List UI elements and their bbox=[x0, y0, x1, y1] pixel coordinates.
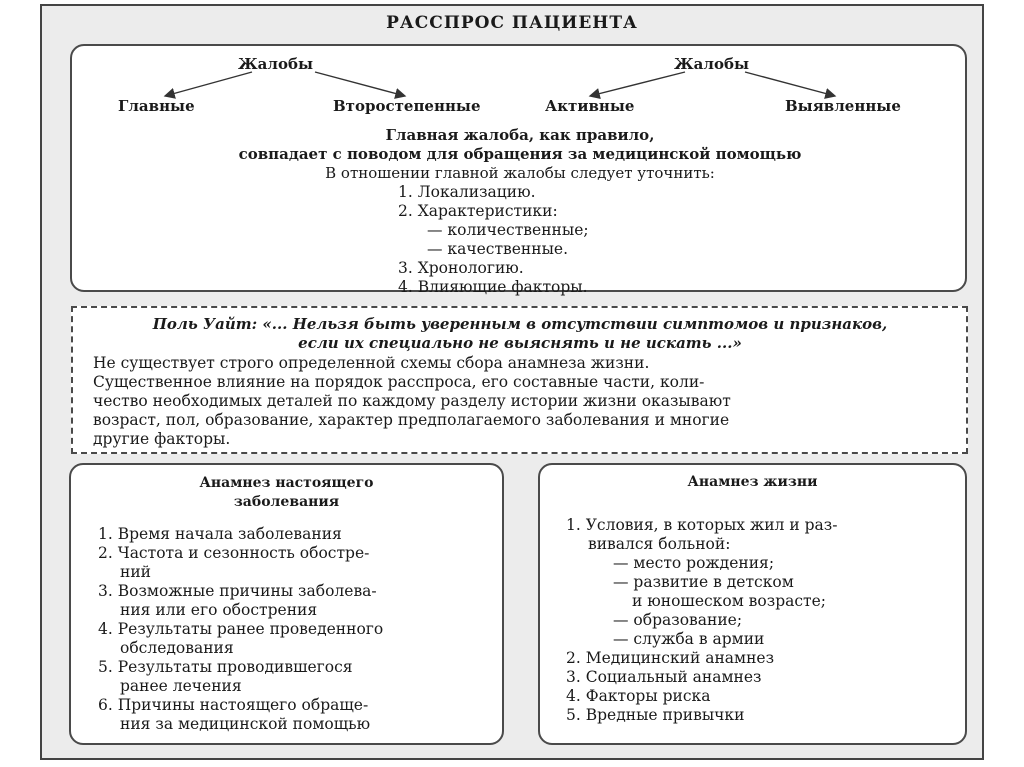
list-item: — развитие в детском bbox=[613, 573, 794, 591]
main-text-line: совпадает с поводом для обращения за медицинской помощью bbox=[238, 145, 802, 163]
complaints-right-root: Жалобы bbox=[674, 55, 750, 73]
list-item: 1. Время начала заболевания bbox=[98, 525, 342, 543]
quote-line: Поль Уайт: «... Нельзя быть уверенным в отсутствии симптомов и признаков, bbox=[152, 315, 888, 333]
present-illness-title bbox=[69, 474, 504, 512]
quote-body bbox=[93, 354, 731, 449]
list-item: — служба в армии bbox=[613, 630, 765, 648]
present-illness-title-line: заболевания bbox=[233, 494, 340, 510]
list-item: 6. Причины настоящего обраще- bbox=[98, 696, 369, 714]
arrow-main bbox=[165, 72, 252, 96]
list-item: 5. Результаты проводившегося bbox=[98, 658, 353, 676]
main-text-line: Главная жалоба, как правило, bbox=[385, 126, 655, 144]
list-item: и юношеском возрасте; bbox=[632, 592, 827, 610]
quote-body-line: другие факторы. bbox=[93, 430, 231, 448]
list-item: 3. Возможные причины заболева- bbox=[98, 582, 377, 600]
list-item: ний bbox=[120, 563, 151, 581]
present-illness-list bbox=[98, 525, 383, 734]
complaints-left-root: Жалобы bbox=[238, 55, 314, 73]
clarify-list bbox=[398, 183, 589, 297]
clarify-item: 4. Влияющие факторы. bbox=[398, 278, 588, 296]
quote-body-line: возраст, пол, образование, характер предполагаемого заболевания и многие bbox=[93, 411, 730, 429]
list-item: 4. Результаты ранее проведенного bbox=[98, 620, 384, 638]
branch-revealed: Выявленные bbox=[785, 97, 901, 115]
list-item: 4. Факторы риска bbox=[566, 687, 711, 705]
clarify-item: 3. Хронологию. bbox=[398, 259, 524, 277]
quote-body-line: Не существует строго определенной схемы сбора анамнеза жизни. bbox=[93, 354, 650, 372]
list-item: ранее лечения bbox=[120, 677, 242, 695]
quote-line: если их специально не выяснять и не искать ...» bbox=[298, 334, 742, 352]
clarify-item: — количественные; bbox=[427, 221, 589, 239]
clarify-item: — качественные. bbox=[427, 240, 569, 258]
list-item: ния или его обострения bbox=[120, 601, 318, 619]
quote-body-line: чество необходимых деталей по каждому разделу истории жизни оказывают bbox=[93, 392, 731, 410]
list-item: ния за медицинской помощью bbox=[120, 715, 371, 733]
arrow-revealed bbox=[745, 72, 835, 96]
list-item: — образование; bbox=[613, 611, 743, 629]
list-item: 2. Частота и сезонность обостре- bbox=[98, 544, 370, 562]
list-item: обследования bbox=[120, 639, 234, 657]
branch-main: Главные bbox=[118, 97, 195, 115]
list-item: 2. Медицинский анамнез bbox=[566, 649, 775, 667]
arrow-active bbox=[590, 72, 685, 96]
list-item: 1. Условия, в которых жил и раз- bbox=[566, 516, 838, 534]
quote-body-line: Существенное влияние на порядок расспроса, его составные части, коли- bbox=[93, 373, 705, 391]
branch-secondary: Второстепенные bbox=[333, 97, 481, 115]
main-text-line: В отношении главной жалобы следует уточнить: bbox=[325, 164, 715, 182]
clarify-item: 2. Характеристики: bbox=[398, 202, 558, 220]
list-item: вивался больной: bbox=[588, 535, 731, 553]
page-title: РАССПРОС ПАЦИЕНТА bbox=[386, 13, 638, 33]
list-item: 3. Социальный анамнез bbox=[566, 668, 762, 686]
present-illness-title-line: Анамнез настоящего bbox=[199, 475, 374, 491]
list-item: — место рождения; bbox=[613, 554, 775, 572]
life-history-list bbox=[566, 516, 837, 725]
clarify-item: 1. Локализацию. bbox=[398, 183, 536, 201]
branch-active: Активные bbox=[545, 97, 635, 115]
quote-text bbox=[90, 315, 950, 353]
life-history-title: Анамнез жизни bbox=[687, 474, 818, 490]
main-complaint-text bbox=[100, 126, 940, 183]
arrow-secondary bbox=[315, 72, 405, 96]
list-item: 5. Вредные привычки bbox=[566, 706, 745, 724]
